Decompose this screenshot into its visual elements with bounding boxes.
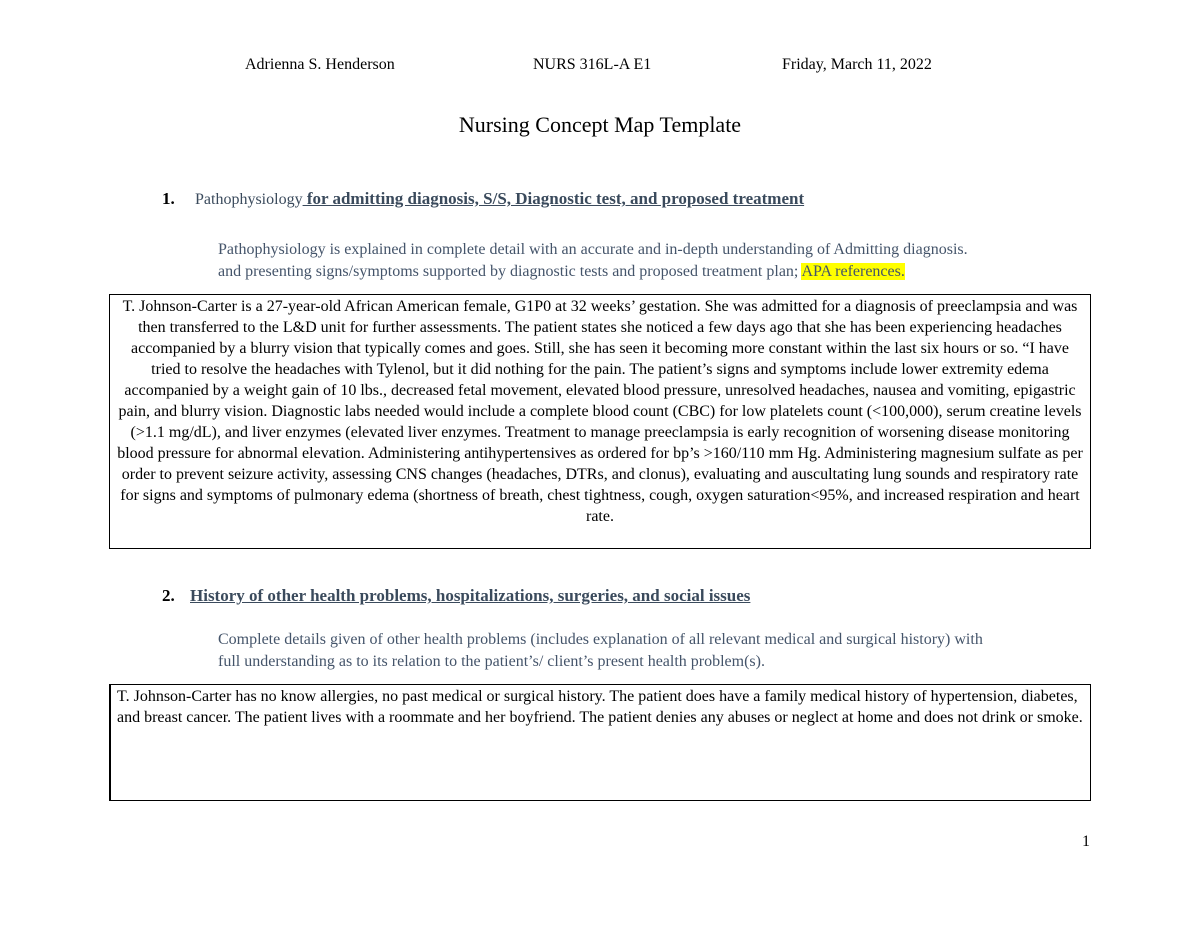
header-author-name: Adrienna S. Henderson <box>245 56 395 73</box>
document-title: Nursing Concept Map Template <box>458 112 742 137</box>
section-1-guideline-line1: Pathophysiology is explained in complete detail with an accurate and in-depth understanding of Admitting diagnosis. <box>218 241 968 258</box>
section-1-guideline <box>218 239 1098 283</box>
section-1-heading-text: for admitting diagnosis, S/S, Diagnostic test, and proposed treatment <box>302 189 805 208</box>
page-number: 1 <box>1082 833 1090 850</box>
header-course-code: NURS 316L-A E1 <box>533 56 652 73</box>
section-2-heading <box>190 586 750 606</box>
apa-references-highlight: APA references. <box>801 263 905 280</box>
section-2-guideline-line1: Complete details given of other health problems (includes explanation of all relevant medical and surgical history) with <box>218 631 983 648</box>
section-2-heading-text: History of other health problems, hospitalizations, surgeries, and social issues <box>190 586 751 605</box>
section-2-answer-box[interactable]: T. Johnson-Carter has no know allergies, no past medical or surgical history. The patient does have a family medical history of hypertension, diabetes, and breast cancer. The patient lives with a roommate and her boyfriend. The patient denies any abuses or neglect at home and does not drink or smoke. <box>109 684 1091 801</box>
section-1-guideline-line2-text: and presenting signs/symptoms supported by diagnostic tests and proposed treatment plan; <box>218 263 802 280</box>
section-2-number: 2. <box>162 586 175 605</box>
section-1-guideline-line2 <box>218 261 1098 283</box>
section-1-number: 1. <box>162 189 175 208</box>
section-2-guideline <box>218 629 1098 673</box>
header-date: Friday, March 11, 2022 <box>782 56 932 73</box>
section-1-heading <box>195 189 804 209</box>
section-1-answer-box[interactable]: T. Johnson-Carter is a 27-year-old African American female, G1P0 at 32 weeks’ gestation. She was admitted for a diagnosis of preeclampsia and was then transferred to the L&D unit for further assessments. The patient states she noticed a few days ago that she has been experiencing headaches accompanied by a blurry vision that typically comes and goes. Still, she has seen it becoming more constant within the last six hours or so. “I have tried to resolve the headaches with Tylenol, but it did nothing for the pain. The patient’s signs and symptoms include lower extremity edema accompanied by a weight gain of 10 lbs., decreased fetal movement, elevated blood pressure, unresolved headaches, nausea and vomiting, epigastric pain, and blurry vision. Diagnostic labs needed would include a complete blood count (CBC) for low platelets count (<100,000), serum creatine levels (>1.1 mg/dL), and liver enzymes (elevated liver enzymes. Treatment to manage preeclampsia is early recognition of worsening disease monitoring blood pressure for abnormal elevation. Administering antihypertensives as ordered for bp’s >160/110 mm Hg. Administering magnesium sulfate as per order to prevent seizure activity, assessing CNS changes (headaches, DTRs, and clonus), evaluating and auscultating lung sounds and respiratory rate for signs and symptoms of pulmonary edema (shortness of breath, chest tightness, cough, oxygen saturation<95%, and increased respiration and heart rate. <box>109 294 1091 549</box>
section-1-heading-prefix: Pathophysiology <box>195 191 303 208</box>
section-2-guideline-line2: full understanding as to its relation to the patient’s/ client’s present health problem(s). <box>218 653 765 670</box>
